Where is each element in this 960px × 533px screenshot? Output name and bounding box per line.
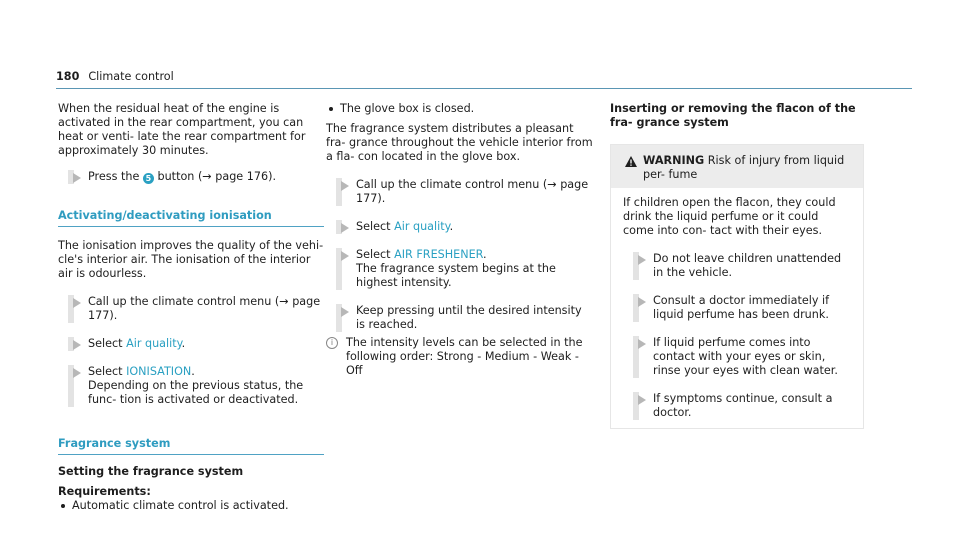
- step-arrow-icon: [73, 298, 81, 308]
- step-arrow-icon: [638, 339, 646, 349]
- step-arrow-icon: [73, 173, 81, 183]
- ionisation-paragraph: The ionisation improves the quality of the vehi- cle's interior air. The ionisation of the interior air is odourless.: [58, 239, 324, 280]
- step-arrow-icon: [341, 251, 349, 261]
- column-2: [326, 102, 594, 378]
- step-arrow-icon: [638, 297, 646, 307]
- ionisation-step-1: Call up the climate control menu (→ page 177).: [58, 295, 324, 323]
- flacon-heading: Inserting or removing the flacon of the fra- grance system: [610, 102, 856, 129]
- section-ionisation-heading: Activating/deactivating ionisation: [58, 209, 324, 227]
- fragrance-paragraph: The fragrance system distributes a pleasant fra- grance throughout the vehicle interior from a fla- con located in the glove box.: [326, 122, 593, 163]
- fragrance-step-1: Call up the climate control menu (→ page 177).: [326, 178, 594, 206]
- requirements-label: Requirements:: [58, 485, 151, 498]
- warning-triangle-icon: [625, 156, 637, 167]
- info-icon: i: [326, 337, 338, 349]
- warning-body: [611, 188, 863, 428]
- warning-step-3: If liquid perfume comes into contact with your eyes or skin, rinse your eyes with clean water.: [623, 336, 851, 378]
- requirement-item: The glove box is closed.: [326, 102, 594, 116]
- column-1: [58, 102, 324, 513]
- step-arrow-icon: [638, 395, 646, 405]
- press-button-step: Press the 5 button (→ page 176).: [58, 170, 324, 184]
- page-number: 180: [56, 70, 80, 83]
- step-arrow-icon: [341, 307, 349, 317]
- menu-item-air-quality: Air quality: [126, 337, 182, 350]
- step-arrow-icon: [341, 181, 349, 191]
- warning-text: If children open the flacon, they could drink the liquid perfume or it could come into con- tact with their eyes.: [623, 196, 836, 237]
- warning-step-1: Do not leave children unattended in the vehicle.: [623, 252, 851, 280]
- fragrance-step-3: Select AIR FRESHENER. The fragrance system begins at the highest intensity.: [326, 248, 594, 290]
- ionisation-step-3: Select IONISATION. Depending on the previous status, the func- tion is activated or deactivated.: [58, 365, 324, 407]
- section-fragrance-heading: Fragrance system: [58, 437, 324, 455]
- setting-subheading: Setting the fragrance system: [58, 465, 244, 478]
- page-header: [56, 70, 174, 84]
- fragrance-step-4: Keep pressing until the desired intensity is reached.: [326, 304, 594, 332]
- warning-header: [611, 145, 863, 188]
- menu-item-air-freshener: AIR FRESHENER: [394, 248, 484, 261]
- requirement-item: Automatic climate control is activated.: [58, 499, 324, 513]
- warning-box: [610, 144, 864, 429]
- step-arrow-icon: [341, 223, 349, 233]
- fragrance-step-2: Select Air quality.: [326, 220, 594, 234]
- intro-paragraph: When the residual heat of the engine is activated in the rear compartment, you can heat or venti- late the rear compartment for approximately 30 minutes.: [58, 102, 306, 157]
- chapter-title: Climate control: [88, 70, 174, 83]
- step-arrow-icon: [73, 340, 81, 350]
- warning-label: WARNING: [643, 154, 705, 167]
- ionisation-step-2: Select Air quality.: [58, 337, 324, 351]
- warning-title: Risk of injury from liquid per- fume: [643, 154, 845, 181]
- info-note: i The intensity levels can be selected in the following order: Strong - Medium - Weak - Off: [326, 336, 594, 378]
- climate-button-5-icon: 5: [143, 173, 154, 184]
- warning-step-4: If symptoms continue, consult a doctor.: [623, 392, 851, 420]
- column-3: [610, 102, 864, 429]
- warning-step-2: Consult a doctor immediately if liquid perfume has been drunk.: [623, 294, 851, 322]
- header-rule: [56, 88, 912, 89]
- menu-item-ionisation: IONISATION: [126, 365, 192, 378]
- step-arrow-icon: [638, 255, 646, 265]
- menu-item-air-quality: Air quality: [394, 220, 450, 233]
- step-arrow-icon: [73, 368, 81, 378]
